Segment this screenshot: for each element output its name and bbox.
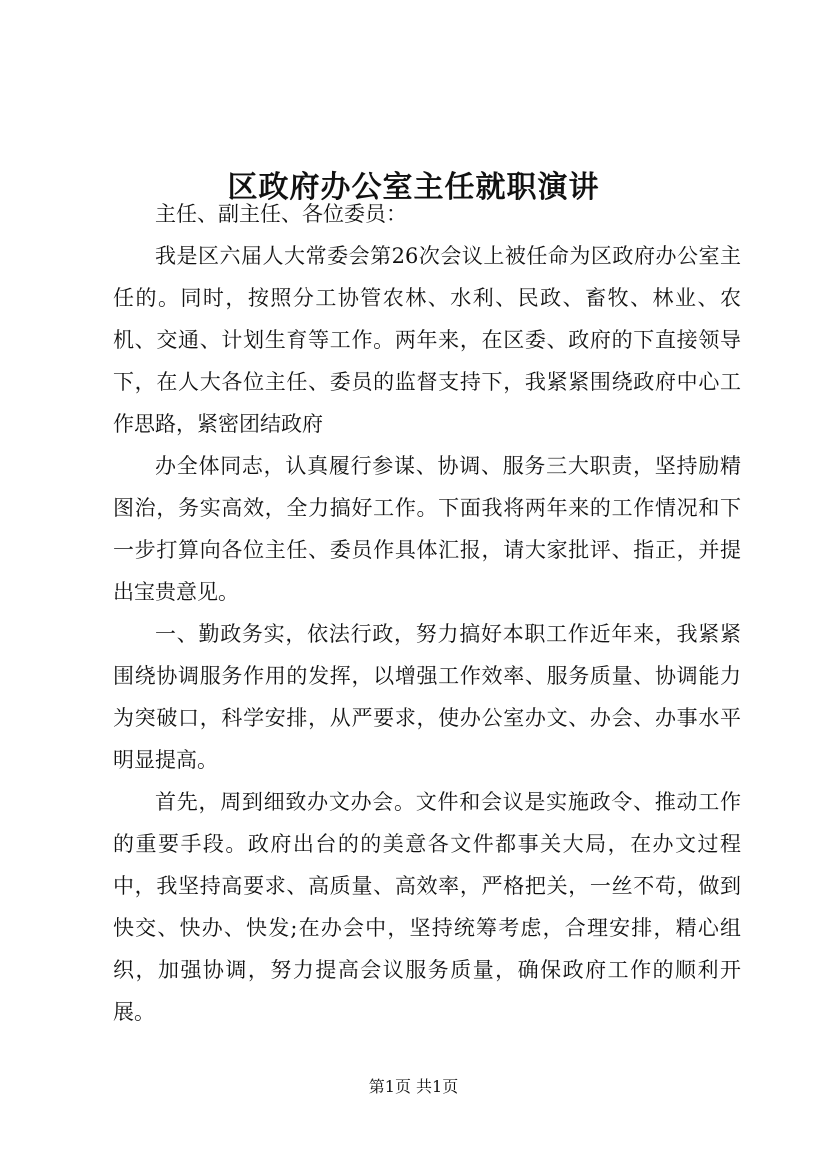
paragraph-appointment: 我是区六届人大常委会第26次会议上被任命为区政府办公室主任的。同时，按照分工协管农林、水利、民政、畜牧、林业、农机、交通、计划生育等工作。两年来，在区委、政府的下直接领导下，在人大各位主任、委员的监督支持下，我紧紧围绕政府中心工作思路，紧密团结政府	[113, 244, 741, 436]
document-title: 区政府办公室主任就职演讲	[227, 170, 600, 206]
paragraph-section-one: 一、勤政务实，依法行政，努力搞好本职工作近年来，我紧紧围绕协调服务作用的发挥，以增强工作效率、服务质量、协调能力为突破口，科学安排，从严要求，使办公室办文、办会、办事水平明显提高。	[113, 622, 741, 772]
page-footer: 第1页 共1页	[368, 1077, 459, 1096]
document-body	[113, 193, 741, 1033]
paragraph-responsibilities: 办全体同志，认真履行参谋、协调、服务三大职责，坚持励精图治，务实高效，全力搞好工作。下面我将两年来的工作情况和下一步打算向各位主任、委员作具体汇报，请大家批评、指正，并提出宝贵意见。	[113, 454, 741, 604]
paragraph-salutation: 主任、副主任、各位委员：	[155, 202, 407, 226]
paragraph-document-meetings: 首先，周到细致办文办会。文件和会议是实施政令、推动工作的重要手段。政府出台的的美意各文件都事关大局，在办文过程中，我坚持高要求、高质量、高效率，严格把关，一丝不苟，做到快交、快办、快发;在办会中，坚持统筹考虑，合理安排，精心组织，加强协调，努力提高会议服务质量，确保政府工作的顺利开展。	[113, 790, 741, 1024]
